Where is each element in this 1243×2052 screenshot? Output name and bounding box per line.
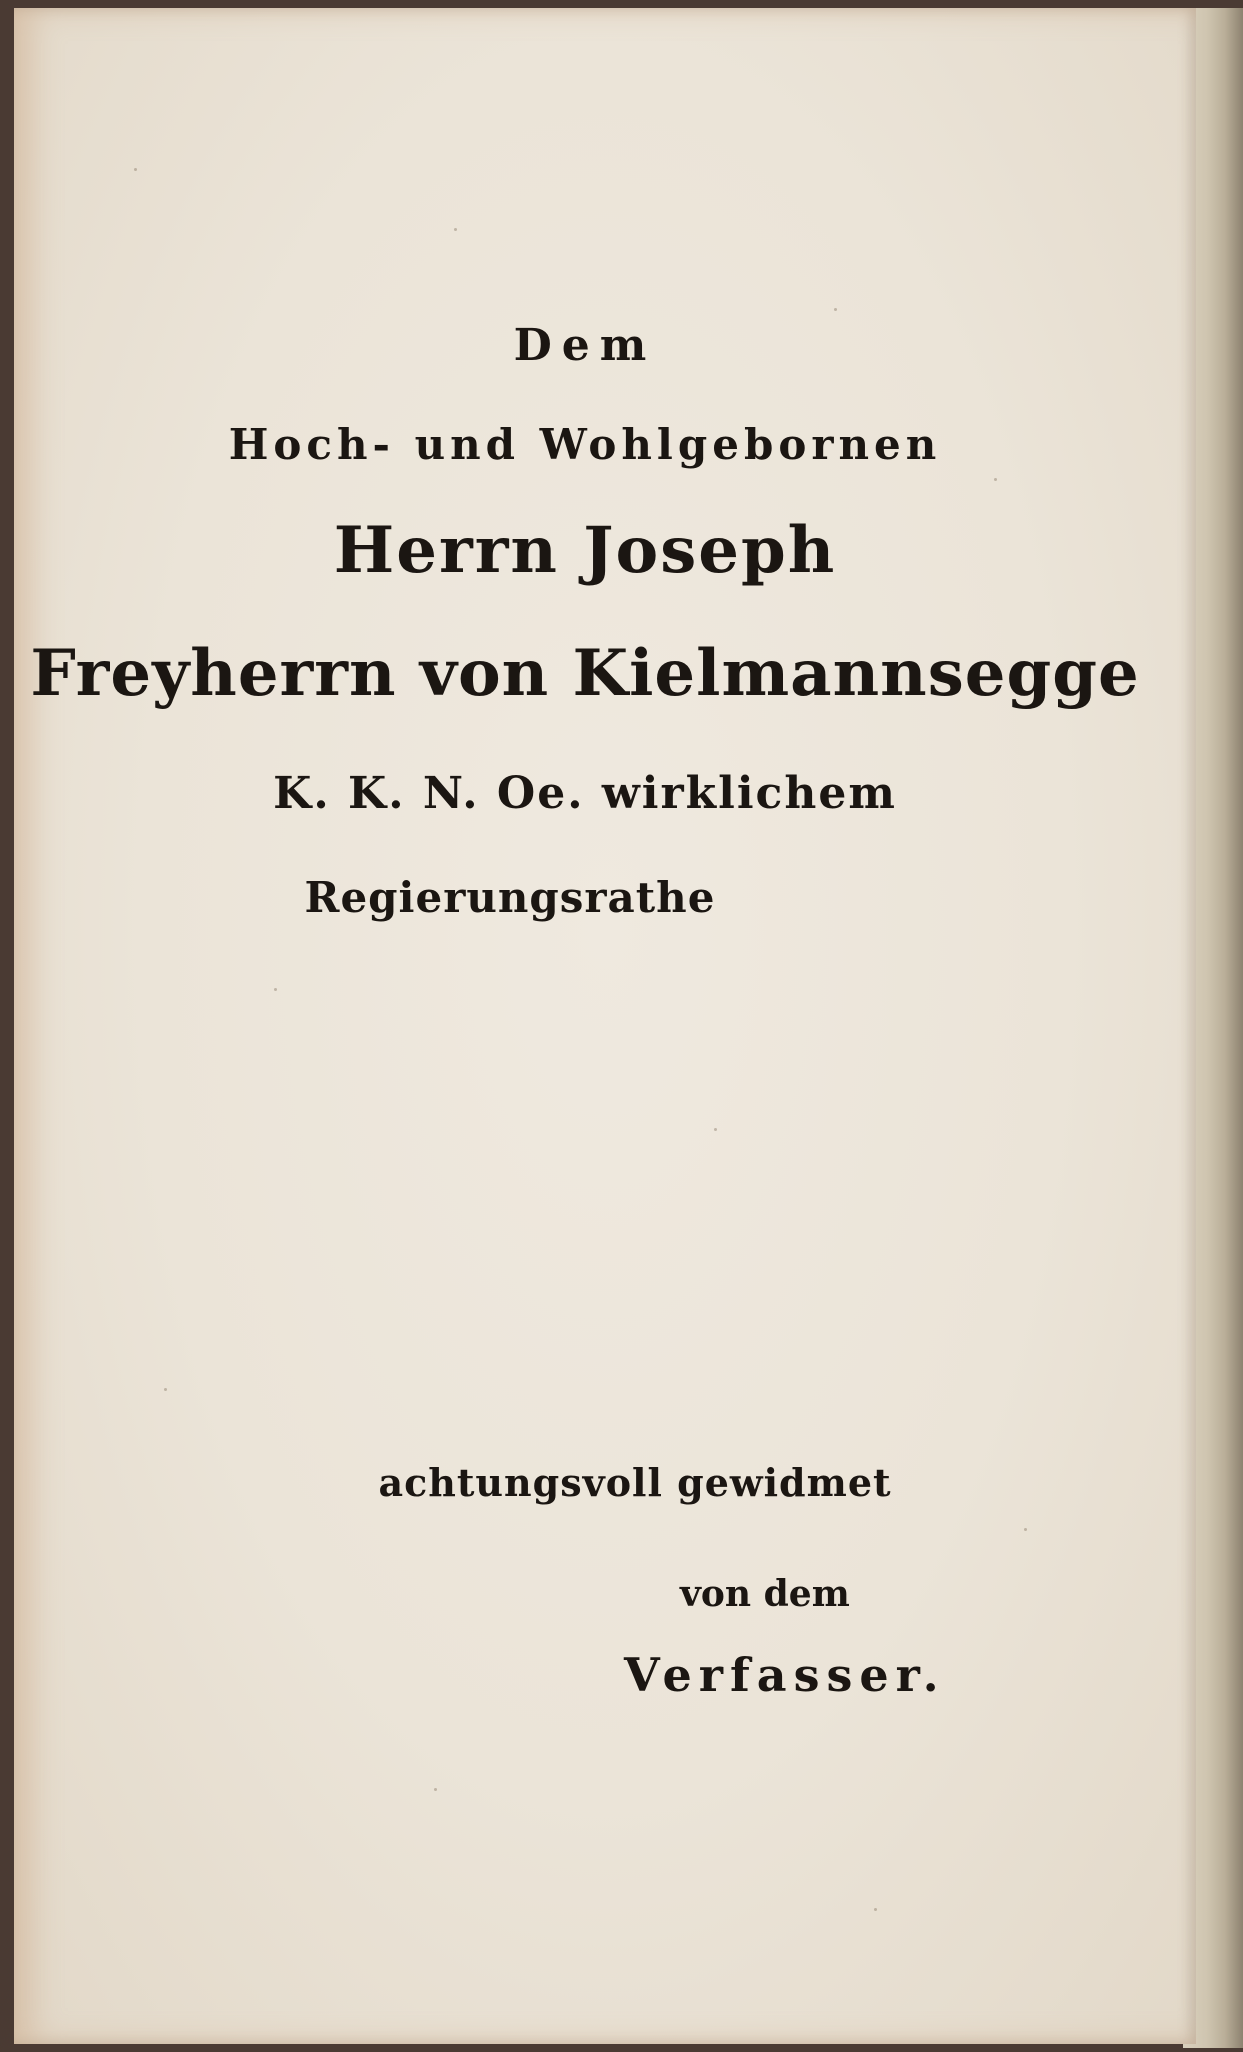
book-page: [14, 8, 1196, 2044]
dedication-line-author: Verfasser.: [624, 1648, 946, 1702]
dedication-line-office: K. K. N. Oe. wirklichem: [273, 768, 897, 819]
dedication-line-title: Freyherrn von Kielmannsegge: [30, 636, 1140, 711]
dedication-line-rank: Regierungsrathe: [304, 873, 716, 922]
dedication-line-honorific: Hoch- und Wohlgebornen: [228, 420, 942, 469]
dedication-line-name: Herrn Joseph: [333, 513, 837, 588]
dedication-line-dem: Dem: [513, 320, 657, 371]
dedication-line-from: von dem: [680, 1573, 850, 1615]
dedication-line-dedicated: achtungsvoll gewidmet: [378, 1460, 892, 1505]
